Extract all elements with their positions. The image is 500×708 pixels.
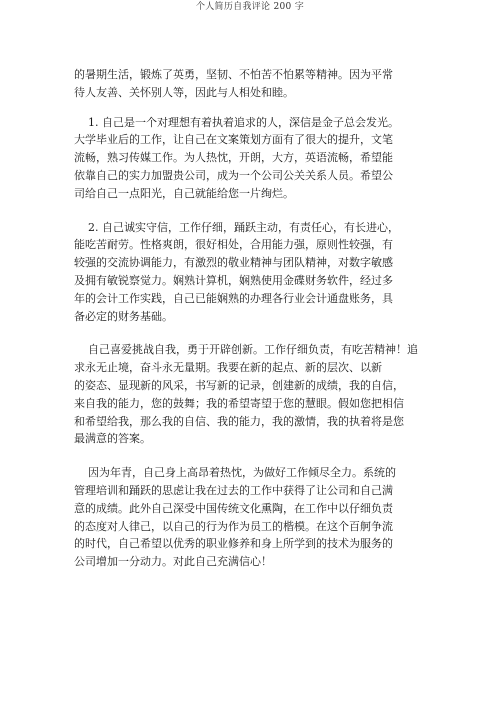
- text-line: 的姿态、显现新的风采，书写新的记录，创建新的成绩，我的自信，: [74, 378, 404, 392]
- text-line: 管理培训和踊跃的思虑让我在过去的工作中获得了让公司和自己满: [74, 483, 393, 497]
- text-line: 和希望给我，那么我的自信、我的能力，我的激情，我的执着将是您: [74, 414, 404, 428]
- text-line: 大学毕业后的工作，让自己在文案策划方面有了很大的提升，文笔: [74, 133, 393, 147]
- paragraph-youth: [74, 464, 426, 571]
- text-line: 意的成绩。此外自己深受中国传统文化熏陶，在工作中以仔细负责: [74, 501, 393, 515]
- paragraph-point-1: [74, 114, 426, 203]
- paragraph-intro: [74, 66, 426, 102]
- text-line: 的暑期生活，锻炼了英勇，坚韧、不怕苦不怕累等精神。因为平常: [74, 68, 393, 81]
- paragraph-point-2: [74, 219, 426, 326]
- paragraph-challenge: [74, 341, 426, 448]
- text-line: 能吃苦耐劳。性格爽朗，很好相处，合用能力强，原则性较强，有: [74, 238, 393, 252]
- document-body: [74, 66, 426, 571]
- text-line: 公司增加一分动力。对此自己充满信心！: [74, 555, 272, 569]
- text-line: 最满意的答案。: [74, 432, 151, 446]
- text-line: 来自我的能力，您的鼓舞；我的希望寄望于您的慧眼。假如您把相信: [74, 396, 404, 410]
- text-line: 司给自己一点阳光，自己就能给您一片绚烂。: [74, 186, 294, 200]
- text-line: 1. 自己是一个对理想有着执着追求的人，深信是金子总会发光。: [74, 115, 399, 129]
- text-line: 流畅，熟习传媒工作。为人热忱，开朗，大方，英语流畅，希望能: [74, 151, 393, 165]
- text-line: 年的会计工作实践，自己已能娴熟的办理各行业会计通盘账务，具: [74, 291, 393, 305]
- text-line: 的态度对人律己，以自己的行为作为员工的楷模。在这个百舸争流: [74, 519, 393, 533]
- text-line: 2. 自己诚实守信，工作仔细，踊跃主动，有责任心，有长进心，: [74, 220, 399, 234]
- text-line: 及拥有敏锐察觉力。娴熟计算机，娴熟使用金碟财务软件，经过多: [74, 273, 393, 287]
- text-line: 较强的交流协调能力，有激烈的敬业精神与团队精神，对数字敏感: [74, 256, 393, 270]
- text-line: 依靠自己的实力加盟贵公司，成为一个公司公关关系人员。希望公: [74, 168, 393, 182]
- text-line: 因为年青，自己身上高昂着热忱，为做好工作倾尽全力。系统的: [74, 466, 396, 480]
- text-line: 求永无止境，奋斗永无量期。我要在新的起点、新的层次、以新: [74, 361, 382, 375]
- text-line: 的时代，自己希望以优秀的职业修养和身上所学到的技术为服务的: [74, 537, 393, 551]
- text-line: 备必定的财务基础。: [74, 309, 173, 323]
- text-line: 待人友善、关怀别人等，因此与人相处和睦。: [74, 85, 294, 99]
- page-header: 个人简历自我评论 200 字: [195, 2, 305, 12]
- text-line: 自己喜爱挑战自我，勇于开辟创新。工作仔细负责，有吃苦精神！追: [74, 343, 418, 357]
